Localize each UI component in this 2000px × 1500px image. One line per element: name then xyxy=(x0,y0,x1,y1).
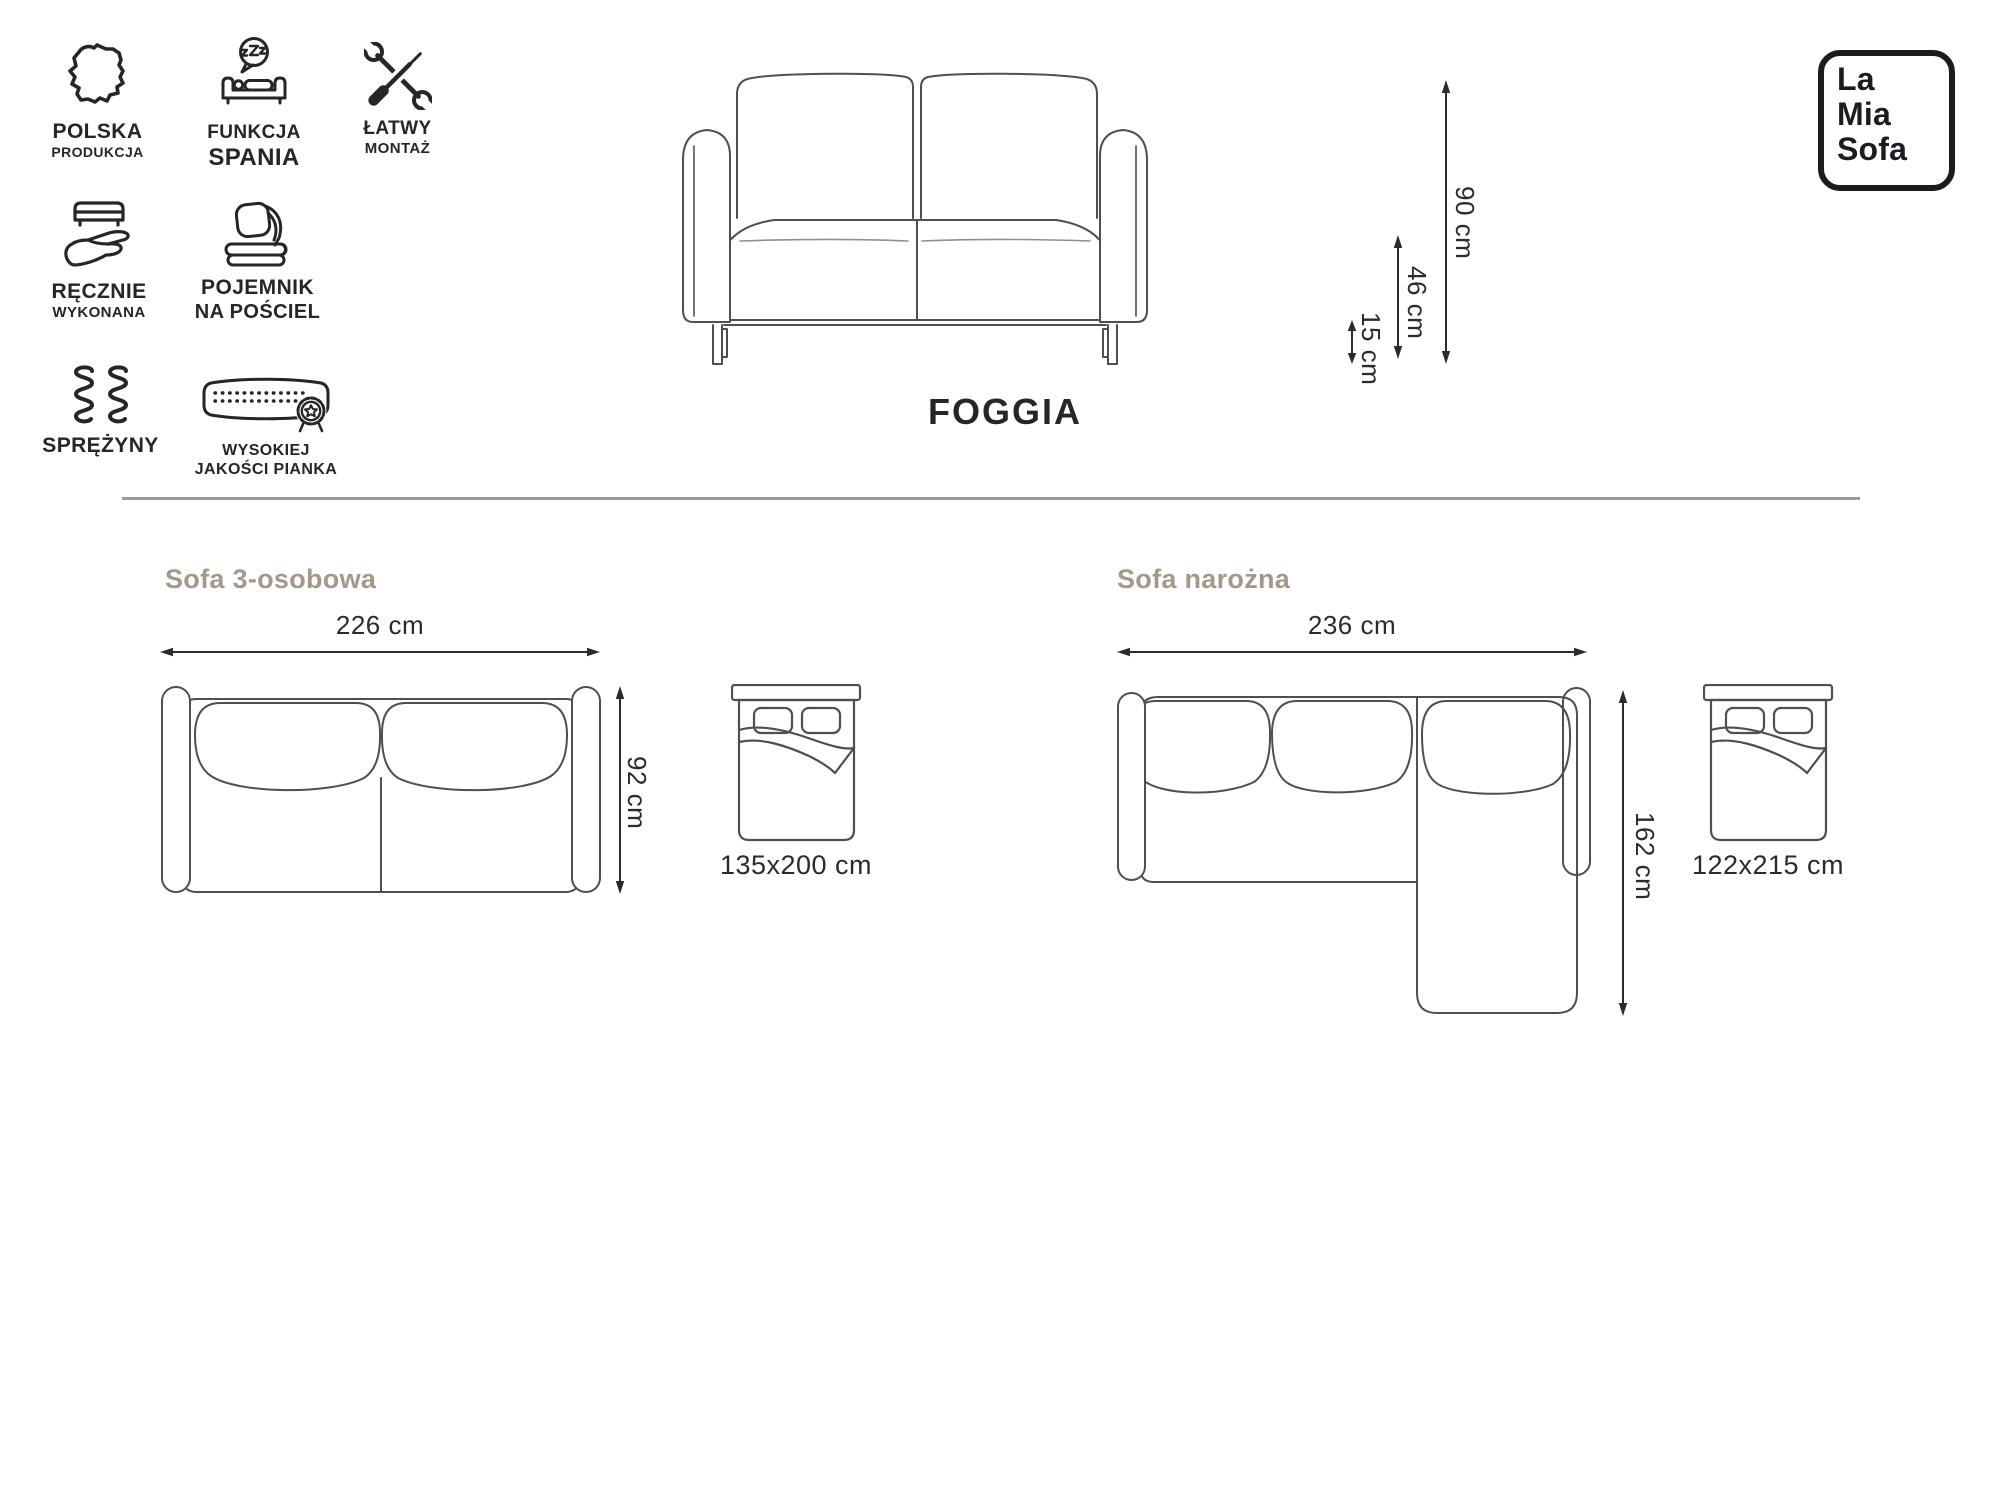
feature-sublabel: MONTAŻ xyxy=(364,139,431,157)
feature-label: SPRĘŻYNY xyxy=(42,434,159,457)
feature-wysokiej-jakosci-pianka xyxy=(166,370,366,480)
feature-label: WYSOKIEJ xyxy=(222,442,310,459)
feature-sublabel: PRODUKCJA xyxy=(51,144,144,161)
feature-funkcja-spania xyxy=(180,36,328,173)
easy-assembly-tools-icon xyxy=(364,42,432,110)
width-arrow xyxy=(160,646,600,658)
brand-logo-line: La xyxy=(1837,61,1875,97)
bedding-storage-icon xyxy=(221,198,295,268)
width-label: 236 cm xyxy=(1307,610,1397,640)
feature-sublabel: JAKOŚCI PIANKA xyxy=(194,461,338,479)
bed-top-view-icon xyxy=(731,684,863,844)
feature-pojemnik-na-posciel xyxy=(175,198,340,324)
brand-logo-line: Mia xyxy=(1837,96,1891,133)
sofa-front-view-drawing xyxy=(680,58,1150,368)
seat-height-label: 46 cm xyxy=(1402,266,1432,340)
feature-sublabel: SPANIA xyxy=(208,143,300,171)
feature-sprezyny xyxy=(38,362,163,458)
feature-sublabel: NA POŚCIEL xyxy=(194,301,321,324)
feature-label: RĘCZNIE xyxy=(51,280,147,303)
feature-label: FUNKCJA xyxy=(207,122,301,143)
sleeping-area-label: 122x215 cm xyxy=(1691,850,1845,880)
depth-label: 162 cm xyxy=(1630,812,1660,901)
feature-recznie-wykonana xyxy=(25,198,173,322)
section-title-sofa-3-osobowa: Sofa 3-osobowa xyxy=(165,564,377,594)
width-arrow xyxy=(1117,646,1587,658)
depth-label: 92 cm xyxy=(622,756,652,830)
brand-logo-line: Sofa xyxy=(1837,131,1908,168)
depth-arrow xyxy=(1617,690,1629,1016)
feature-label: POLSKA xyxy=(52,120,143,143)
high-quality-foam-icon xyxy=(199,370,333,434)
brand-logo xyxy=(1818,50,1955,191)
handmade-icon xyxy=(61,198,137,272)
feature-latwy-montaz xyxy=(335,42,460,158)
springs-icon xyxy=(64,362,138,426)
feature-polska-produkcja xyxy=(35,40,160,161)
feature-label: ŁATWY xyxy=(363,118,432,139)
total-height-label: 90 cm xyxy=(1450,186,1480,260)
poland-map-icon xyxy=(63,40,133,112)
product-name: FOGGIA xyxy=(928,391,1082,432)
sleep-function-icon xyxy=(215,36,293,114)
bed-top-view-icon xyxy=(1703,684,1835,844)
width-label: 226 cm xyxy=(335,610,425,640)
sofa-top-view-drawing xyxy=(160,675,602,905)
section-divider xyxy=(122,497,1860,500)
section-title-sofa-narozna: Sofa narożna xyxy=(1117,564,1291,594)
leg-height-label: 15 cm xyxy=(1356,312,1386,386)
feature-label: POJEMNIK xyxy=(201,276,314,299)
sleeping-area-label: 135x200 cm xyxy=(719,850,873,880)
feature-sublabel: WYKONANA xyxy=(52,304,146,322)
corner-sofa-top-view-drawing xyxy=(1113,678,1593,1023)
